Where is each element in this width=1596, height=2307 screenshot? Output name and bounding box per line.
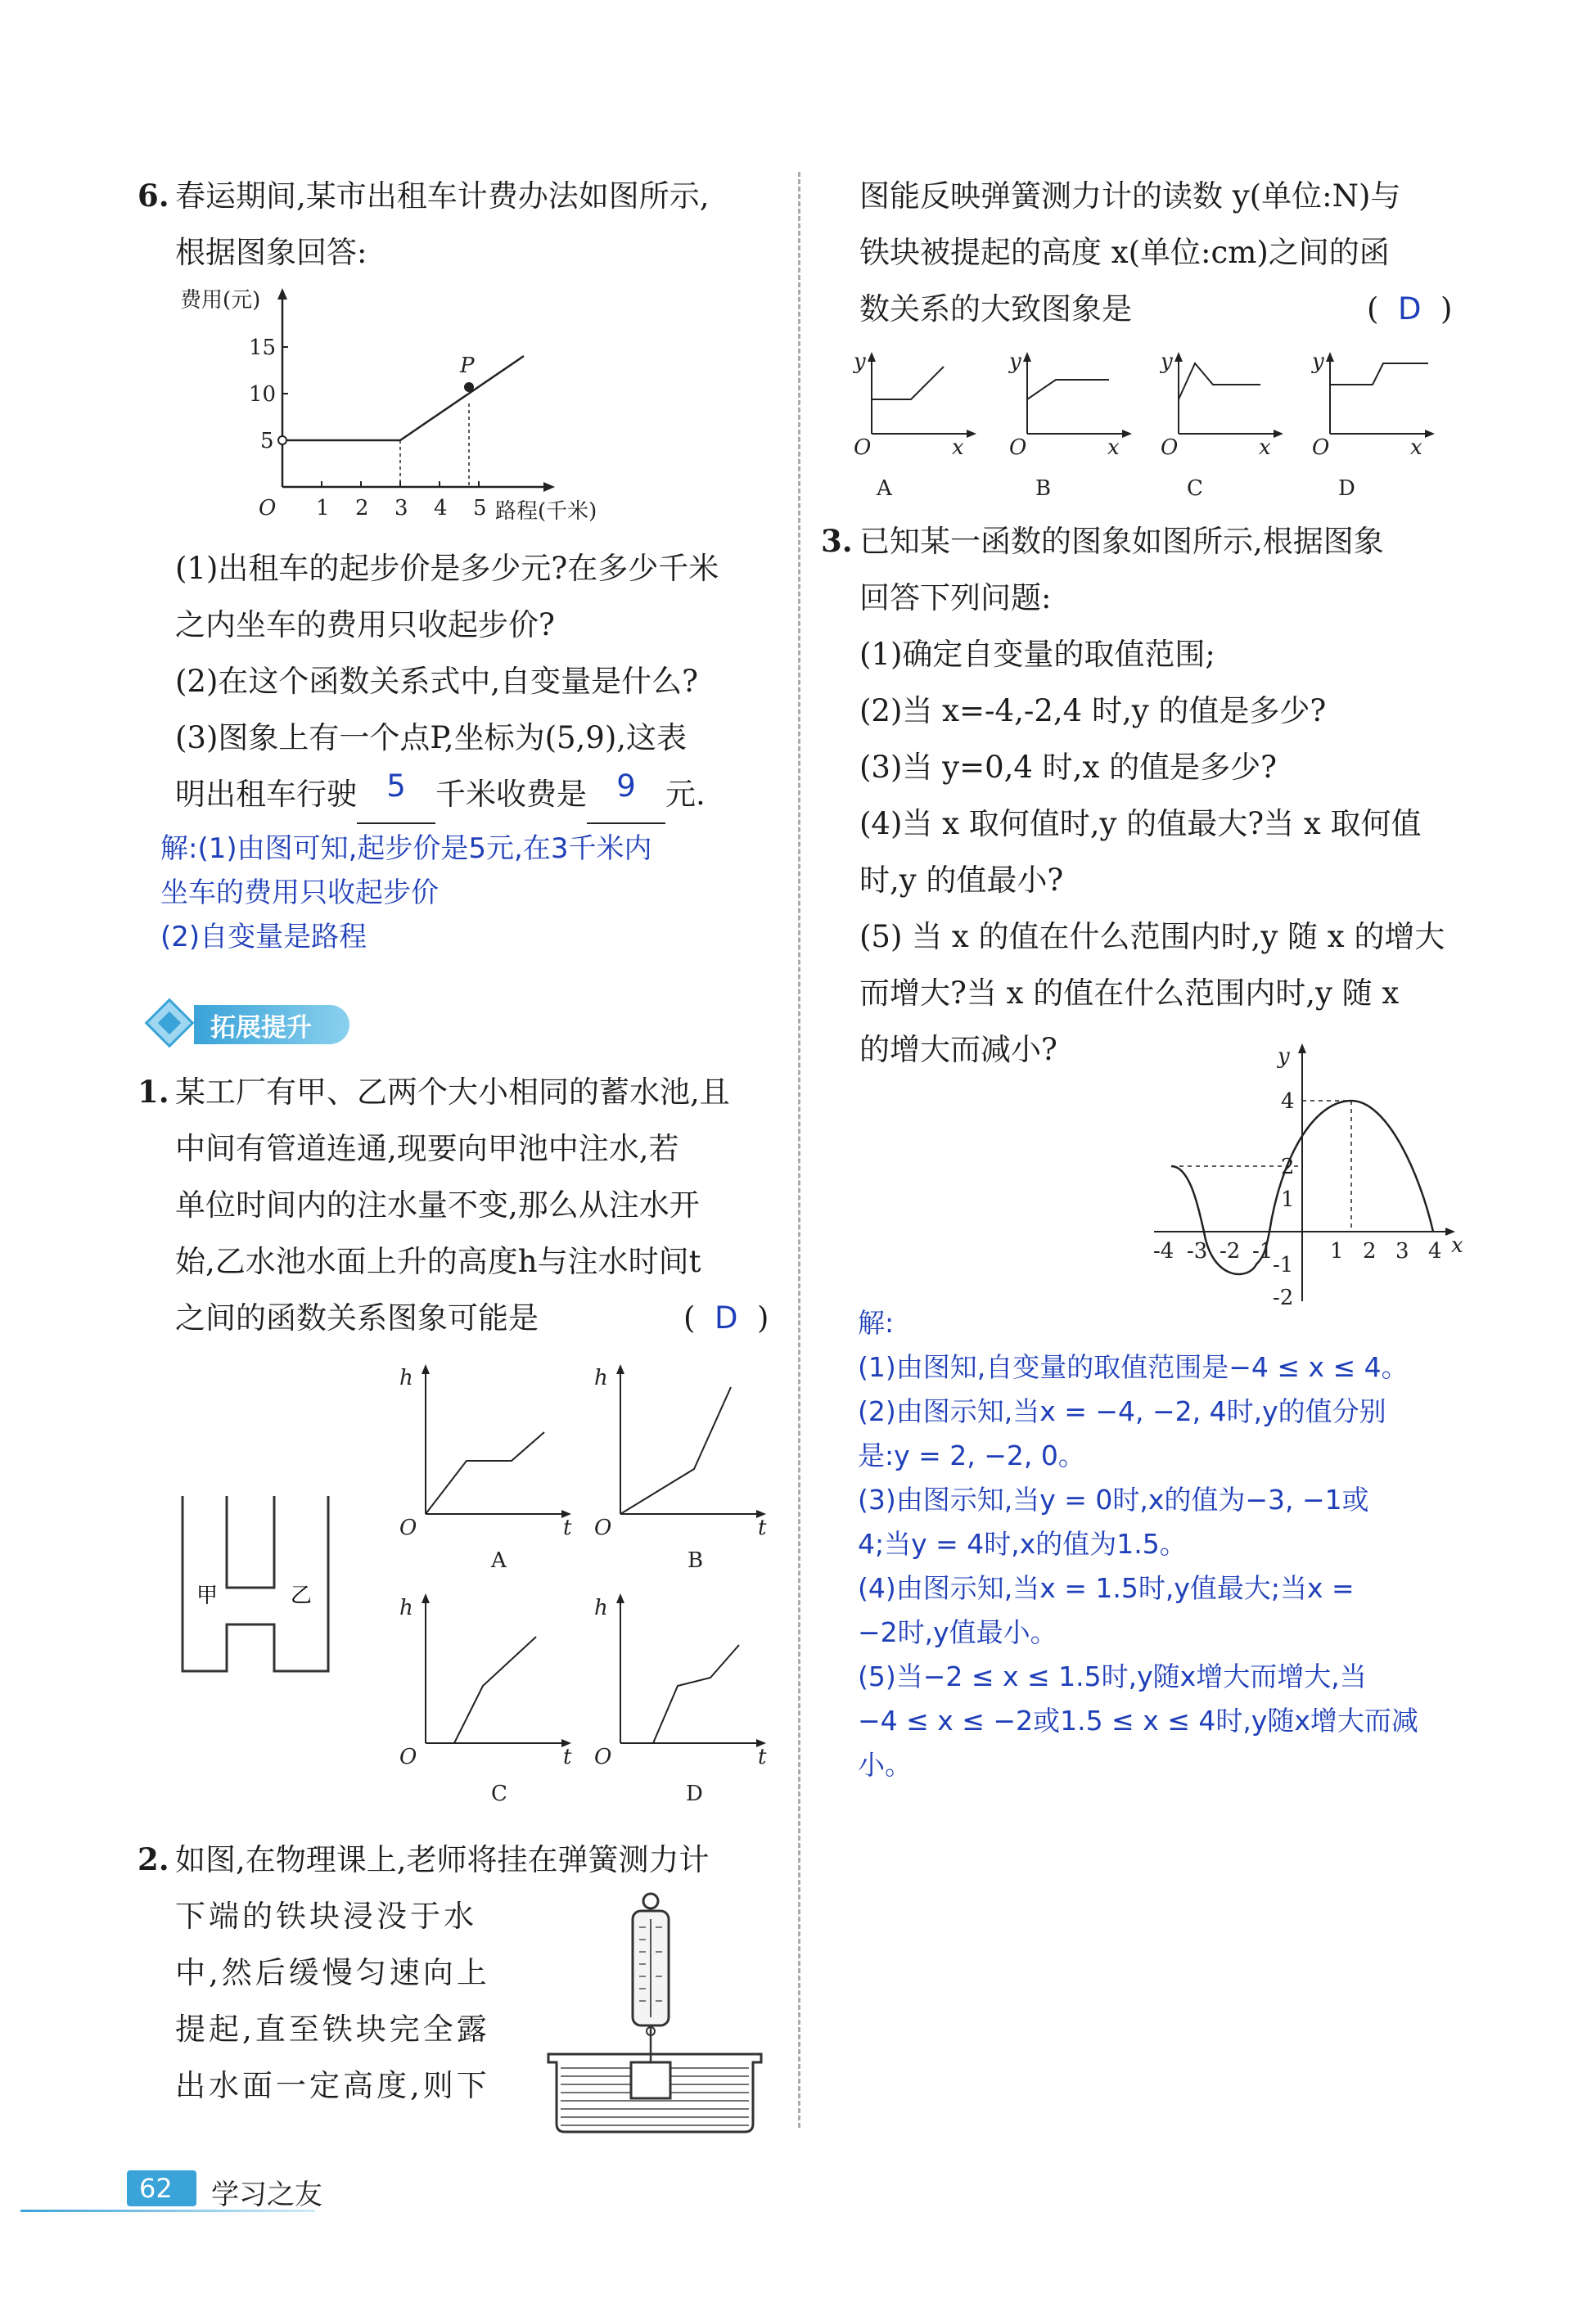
t1-graph-a bbox=[393, 1350, 589, 1571]
y-label: y bbox=[1312, 349, 1324, 374]
arrow bbox=[868, 352, 876, 362]
q6-sub3-line2 bbox=[175, 766, 706, 824]
t3-ytick: 4 bbox=[1281, 1089, 1295, 1114]
origin: O bbox=[399, 1516, 417, 1540]
x-label: t bbox=[758, 1516, 767, 1540]
q6-sub3-line1: (3)图象上有一个点P,坐标为(5,9),这表 bbox=[175, 720, 688, 755]
q6-ytick-10: 10 bbox=[249, 382, 277, 407]
x-label: t bbox=[563, 1516, 572, 1540]
q6-point-p-label: P bbox=[460, 354, 475, 378]
t3-y-arrow bbox=[1298, 1043, 1306, 1053]
t2-line5: 出水面一定高度,则下 bbox=[175, 2068, 490, 2103]
t3-y-label: y bbox=[1278, 1044, 1290, 1069]
q6-sub1-line1: (1)出租车的起步价是多少元?在多少千米 bbox=[175, 551, 719, 586]
q6-ytick-5: 5 bbox=[260, 429, 274, 453]
footer-brand: 学习之友 bbox=[211, 2179, 322, 2211]
y-label: h bbox=[594, 1596, 608, 1620]
t3-x-label: x bbox=[1451, 1233, 1463, 1258]
t3-q2: (2)当 x=-4,-2,4 时,y 的值是多少? bbox=[859, 693, 1327, 728]
q6-blank2-answer: 9 bbox=[616, 768, 636, 804]
t1-graph-d-curve bbox=[620, 1645, 739, 1743]
q6-xtick-4: 4 bbox=[434, 496, 448, 520]
t3-ytick: 2 bbox=[1281, 1155, 1295, 1179]
q6-sol-line3: (2)自变量是路程 bbox=[160, 921, 367, 953]
t3-function-graph bbox=[1142, 1035, 1486, 1309]
t1-graph-c-label: C bbox=[491, 1782, 507, 1806]
t3-q4a: (4)当 x 取何值时,y 的值最大?当 x 取何值 bbox=[859, 806, 1422, 841]
t3-number: 3. bbox=[821, 523, 853, 559]
q6-xtick-1: 1 bbox=[316, 496, 330, 520]
y-label: y bbox=[854, 349, 866, 374]
t3-sol4a: (4)由图示知,当x = 1.5时,y值最大;当x = bbox=[858, 1572, 1355, 1604]
t2-answer-bracket: ( D ) bbox=[1367, 291, 1453, 327]
origin: O bbox=[854, 435, 872, 460]
t2-graph-d bbox=[1305, 344, 1469, 507]
q6-ytick-15: 15 bbox=[249, 336, 277, 360]
t3-line2: 回答下列问题: bbox=[859, 580, 1052, 615]
t2-graph-b-curve bbox=[1027, 380, 1109, 399]
t1-line5: 之间的函数关系图象可能是 bbox=[175, 1300, 539, 1336]
t3-xtick: -4 bbox=[1153, 1239, 1174, 1264]
q6-y-arrow bbox=[277, 288, 287, 300]
t1-tank-left-label: 甲 bbox=[196, 1584, 219, 1608]
scale-hook-ring bbox=[643, 1894, 658, 1908]
t3-line1: 已知某一函数的图象如图所示,根据图象 bbox=[859, 524, 1384, 559]
t3-sol3b: 4;当y = 4时,x的值为1.5。 bbox=[858, 1528, 1187, 1560]
x-label: t bbox=[758, 1745, 767, 1769]
arrow bbox=[616, 1593, 624, 1603]
q6-point-p bbox=[464, 382, 474, 392]
arrow bbox=[1023, 352, 1031, 362]
x-label: x bbox=[1107, 435, 1120, 460]
t1-graph-d bbox=[588, 1584, 784, 1817]
t2-graph-c-label: C bbox=[1187, 476, 1203, 501]
q6-number: 6. bbox=[138, 178, 169, 214]
t2-graph-c-curve bbox=[1179, 363, 1260, 399]
t1-tank-inner bbox=[227, 1496, 274, 1588]
t1-graph-a-curve bbox=[426, 1432, 544, 1514]
t3-sol3a: (3)由图示知,当y = 0时,x的值为−3, −1或 bbox=[858, 1484, 1369, 1516]
arrow bbox=[616, 1364, 624, 1374]
t3-sol4b: −2时,y值最小。 bbox=[858, 1616, 1057, 1648]
t2-graph-a-label: A bbox=[877, 476, 892, 501]
origin: O bbox=[1312, 435, 1330, 460]
t3-xticks bbox=[1153, 1239, 1442, 1264]
t1-graph-a-label: A bbox=[491, 1548, 507, 1571]
origin: O bbox=[594, 1516, 612, 1540]
t3-sol5b: −4 ≤ x ≤ −2或1.5 ≤ x ≤ 4时,y随x增大而减 bbox=[858, 1705, 1418, 1737]
t1-line4: 始,乙水池水面上升的高度h与注水时间t bbox=[175, 1244, 701, 1279]
t1-number: 1. bbox=[138, 1074, 169, 1110]
arrow bbox=[1274, 430, 1283, 438]
t2-line3: 中,然后缓慢匀速向上 bbox=[175, 1955, 490, 1990]
origin: O bbox=[1009, 435, 1027, 460]
arrow bbox=[422, 1364, 430, 1374]
t3-xtick: -3 bbox=[1187, 1239, 1208, 1264]
t1-graph-c bbox=[393, 1584, 589, 1817]
t2-graph-d-label: D bbox=[1338, 476, 1355, 501]
t3-sol2a: (2)由图示知,当x = −4, −2, 4时,y的值分别 bbox=[858, 1395, 1386, 1427]
q6-sol-line1: 解:(1)由图可知,起步价是5元,在3千米内 bbox=[160, 832, 652, 865]
t1-answer: D bbox=[714, 1300, 738, 1336]
section-header bbox=[135, 997, 356, 1054]
t3-xtick: -2 bbox=[1220, 1239, 1241, 1264]
t3-q4b: 时,y 的值最小? bbox=[859, 863, 1064, 898]
t1-answer-bracket: ( D ) bbox=[683, 1300, 769, 1336]
t3-xtick: -1 bbox=[1252, 1239, 1274, 1264]
t1-tank-right-label: 乙 bbox=[291, 1584, 313, 1608]
q6-blank1 bbox=[357, 766, 435, 824]
t3-xtick: 4 bbox=[1428, 1239, 1442, 1264]
x-label: x bbox=[1259, 435, 1271, 460]
origin: O bbox=[399, 1745, 417, 1769]
t2-graph-b-label: B bbox=[1035, 476, 1052, 501]
t3-xtick: 2 bbox=[1363, 1239, 1377, 1264]
t2-answer: D bbox=[1397, 291, 1422, 327]
t1-tank-diagram bbox=[176, 1489, 336, 1678]
t2-right-line2: 铁块被提起的高度 x(单位:cm)之间的函 bbox=[859, 235, 1390, 270]
t1-line1: 某工厂有甲、乙两个大小相同的蓄水池,且 bbox=[175, 1075, 730, 1110]
t3-q5c: 的增大而减小? bbox=[859, 1032, 1057, 1067]
q6-open-point bbox=[278, 436, 286, 444]
footer-page-number: 62 bbox=[139, 2173, 173, 2204]
t3-q5a: (5) 当 x 的值在什么范围内时,y 随 x 的增大 bbox=[859, 919, 1445, 954]
q6-sub3-post: 元. bbox=[665, 777, 706, 812]
y-label: h bbox=[399, 1366, 413, 1390]
t3-q1: (1)确定自变量的取值范围; bbox=[859, 637, 1215, 672]
origin: O bbox=[594, 1745, 612, 1769]
arrow bbox=[1122, 430, 1132, 438]
x-label: x bbox=[1410, 435, 1422, 460]
q6-solution bbox=[160, 827, 652, 959]
y-label: y bbox=[1009, 349, 1021, 374]
q6-origin: O bbox=[259, 496, 277, 520]
arrow bbox=[422, 1593, 430, 1603]
t3-ytick: -2 bbox=[1273, 1286, 1294, 1309]
t2-graph-c bbox=[1154, 344, 1318, 507]
t2-number: 2. bbox=[138, 1841, 169, 1877]
arrow bbox=[967, 430, 976, 438]
arrow bbox=[1326, 352, 1334, 362]
q6-sub3-mid: 千米收费是 bbox=[435, 777, 587, 812]
q6-xtick-3: 3 bbox=[394, 496, 408, 520]
t3-sol2b: 是:y = 2, −2, 0。 bbox=[858, 1440, 1085, 1471]
t3-ytick: 1 bbox=[1281, 1187, 1295, 1212]
q6-sub1-line2: 之内坐车的费用只收起步价? bbox=[175, 607, 555, 642]
column-divider bbox=[798, 172, 800, 2128]
iron-block bbox=[631, 2062, 670, 2098]
t1-line3: 单位时间内的注水量不变,那么从注水开 bbox=[175, 1187, 700, 1223]
q6-stem-line1: 春运期间,某市出租车计费办法如图所示, bbox=[175, 178, 710, 214]
t3-sol0: 解: bbox=[858, 1307, 895, 1339]
t2-line2: 下端的铁块浸没于水 bbox=[175, 1899, 477, 1934]
t2-graph-a-curve bbox=[872, 367, 944, 399]
q6-x-arrow bbox=[543, 482, 555, 492]
t3-sol1: (1)由图知,自变量的取值范围是−4 ≤ x ≤ 4。 bbox=[858, 1351, 1409, 1383]
t3-ytick: -1 bbox=[1273, 1253, 1294, 1277]
t3-solution bbox=[858, 1301, 1418, 1787]
arrow bbox=[1174, 352, 1183, 362]
t2-graph-a bbox=[847, 344, 1011, 507]
y-label: h bbox=[594, 1366, 608, 1390]
t3-q5b: 而增大?当 x 的值在什么范围内时,y 随 x bbox=[859, 976, 1400, 1011]
t2-spring-scale-figure bbox=[544, 1886, 765, 2140]
q6-blank1-answer: 5 bbox=[386, 768, 406, 804]
origin: O bbox=[1161, 435, 1179, 460]
t1-graph-b-label: B bbox=[688, 1548, 704, 1571]
t2-graph-d-curve bbox=[1330, 363, 1428, 385]
q6-xtick-2: 2 bbox=[355, 496, 369, 520]
section-title: 拓展提升 bbox=[210, 1013, 312, 1043]
q6-sub2: (2)在这个函数关系式中,自变量是什么? bbox=[175, 664, 699, 699]
t1-graph-b bbox=[588, 1350, 784, 1571]
t3-sol5a: (5)当−2 ≤ x ≤ 1.5时,y随x增大而增大,当 bbox=[858, 1660, 1367, 1692]
q6-sub3-pre: 明出租车行驶 bbox=[175, 777, 357, 812]
t2-graph-b bbox=[1003, 344, 1166, 507]
t2-line4: 提起,直至铁块完全露 bbox=[175, 2012, 490, 2047]
t3-xtick: 1 bbox=[1330, 1239, 1344, 1264]
x-label: x bbox=[952, 435, 964, 460]
arrow bbox=[1425, 430, 1435, 438]
q6-xlabel: 路程(千米) bbox=[495, 499, 597, 524]
t3-sol5c: 小。 bbox=[858, 1749, 912, 1781]
q6-blank2 bbox=[587, 766, 665, 824]
t1-line2: 中间有管道连通,现要向甲池中注水,若 bbox=[175, 1131, 679, 1166]
y-label: h bbox=[399, 1596, 413, 1620]
t1-graph-c-curve bbox=[426, 1637, 536, 1743]
t2-right-line3: 数关系的大致图象是 bbox=[859, 291, 1132, 327]
t1-graph-b-curve bbox=[620, 1387, 731, 1514]
t2-right-line1: 图能反映弹簧测力计的读数 y(单位:N)与 bbox=[859, 178, 1401, 214]
q6-sol-line2: 坐车的费用只收起步价 bbox=[160, 876, 439, 909]
q6-chart bbox=[164, 282, 622, 536]
t3-xtick: 3 bbox=[1395, 1239, 1409, 1264]
t1-graph-d-label: D bbox=[686, 1782, 703, 1806]
q6-xtick-5: 5 bbox=[473, 496, 487, 520]
t3-q3: (3)当 y=0,4 时,x 的值是多少? bbox=[859, 750, 1277, 785]
q6-stem-line2: 根据图象回答: bbox=[175, 235, 367, 270]
t2-line1: 如图,在物理课上,老师将挂在弹簧测力计 bbox=[175, 1842, 710, 1877]
x-label: t bbox=[563, 1745, 572, 1769]
y-label: y bbox=[1161, 349, 1173, 374]
q6-ylabel: 费用(元) bbox=[180, 288, 261, 313]
